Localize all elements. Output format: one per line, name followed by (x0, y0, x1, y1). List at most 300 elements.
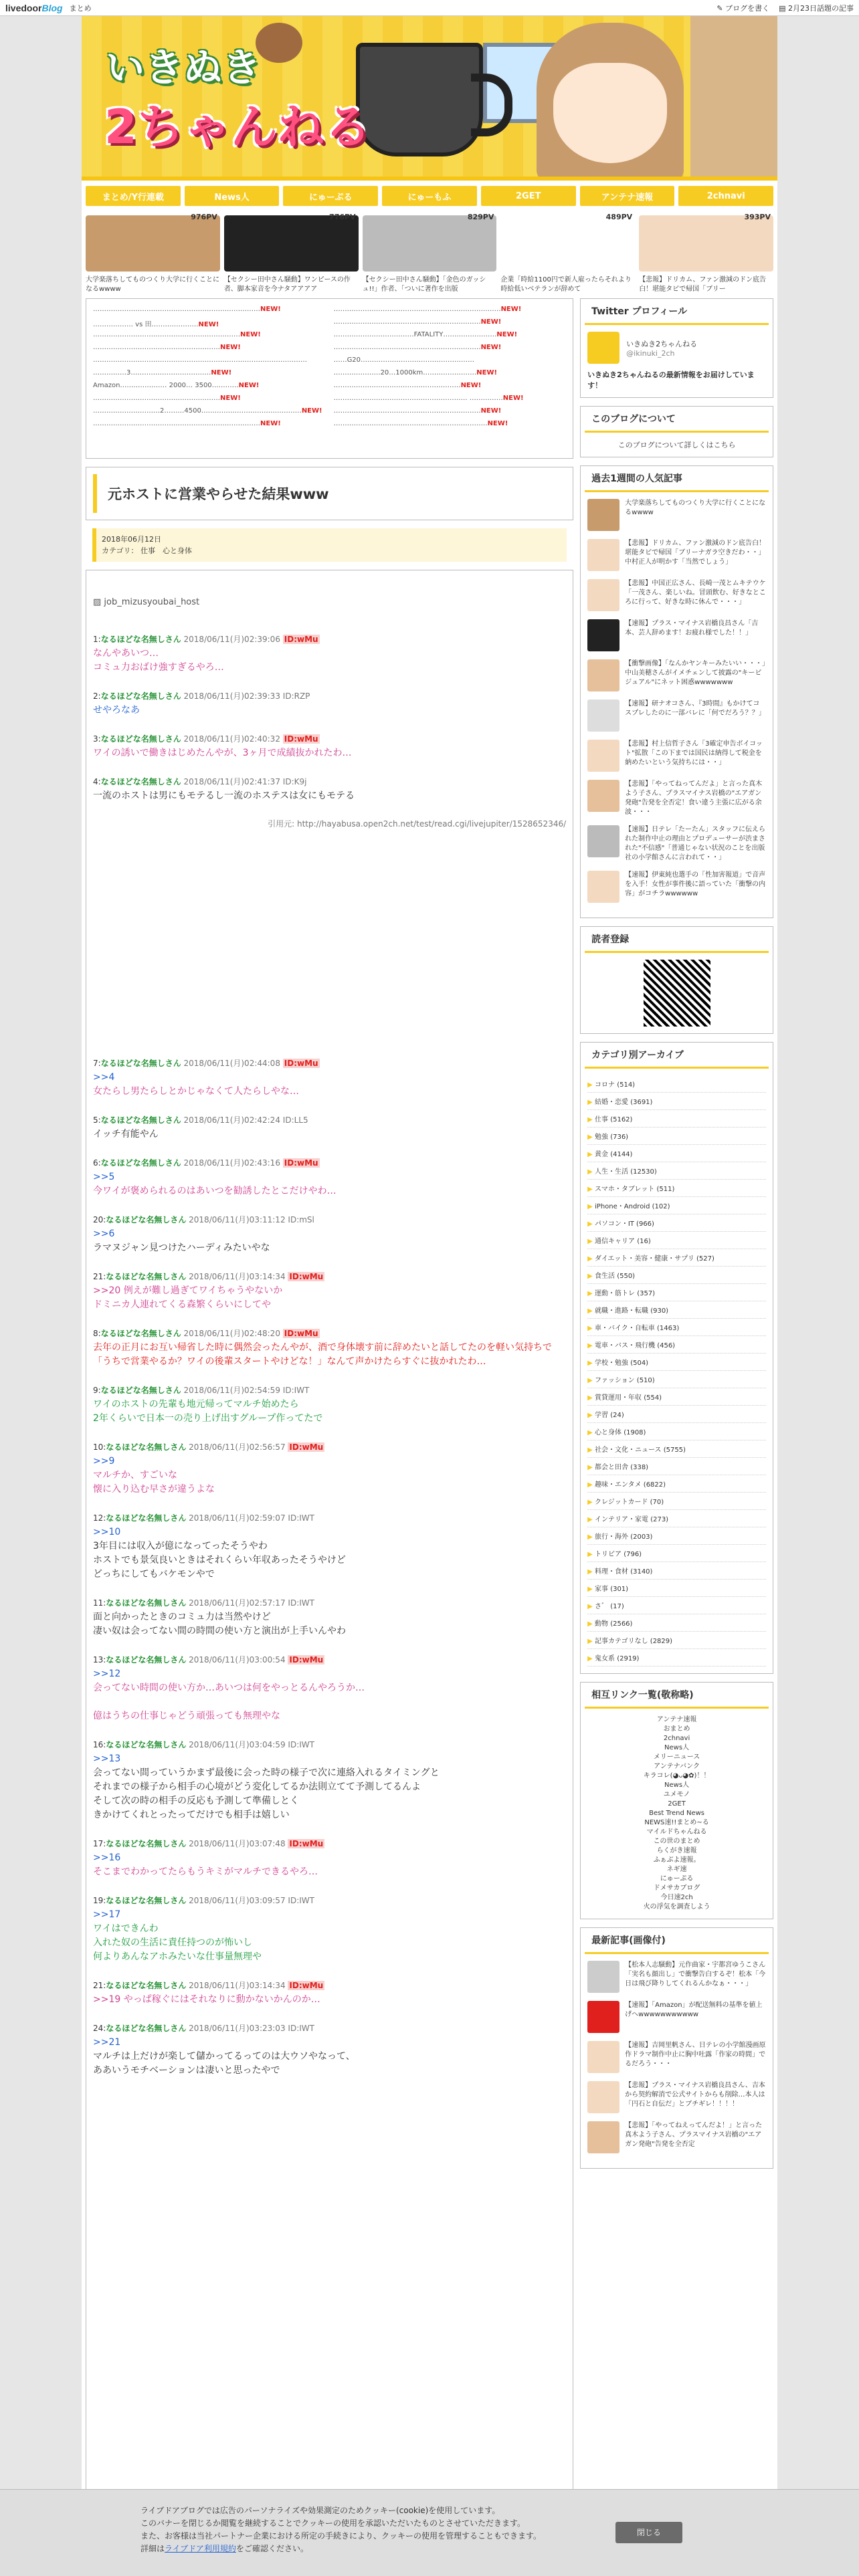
mutual-link[interactable]: News人 (664, 1744, 690, 1751)
post-line: 懐に入り込む早さが違うよな (93, 1484, 215, 1495)
rss-item-title[interactable]: ………………………………………………… (333, 382, 461, 389)
popular-item[interactable] (587, 825, 766, 863)
livedoor-blog-logo[interactable]: livedoorBlog (5, 2, 63, 13)
post (93, 1156, 566, 1198)
post-header (93, 1113, 566, 1128)
post-date: 2018/06/11(月)02:59:07 (189, 1513, 286, 1523)
latest-item[interactable] (587, 1961, 766, 1993)
popular-title[interactable]: 【悲報】ドリカム、ファン激減のドン底告白！堪能タビで帰国「ブリーナガラ空きだわ・・」中村正人が明かす「当然でしょう」 (625, 540, 766, 566)
reader-register-box: 読者登録 (580, 926, 773, 1034)
category-link[interactable]: ▶ 賞貸運用・年収 (554) (587, 1388, 766, 1406)
post-line: ワイの誘いで働きはじめたんやが、3ヶ月で成績抜かれたわ… (93, 748, 352, 758)
new-badge: NEW! (198, 321, 219, 328)
post-line: 「うちで営業やるか？ワイの後輩スタートやけどな！」なんて声かけたらすぐに抜かれたわ… (93, 1356, 486, 1367)
rss-item[interactable] (93, 395, 326, 405)
anchor-link[interactable]: >>13 (93, 1753, 121, 1764)
mutual-link[interactable]: ユメモノ (663, 1791, 690, 1798)
post-number: 17: (93, 1839, 106, 1848)
mutual-link[interactable]: らくがき速報 (656, 1847, 697, 1854)
category-link[interactable]: ▶ 仕事 (5162) (587, 1110, 766, 1128)
post (93, 633, 566, 675)
post-id: ID:wMu (289, 1442, 324, 1452)
coffee-cup-illustration (356, 43, 483, 156)
popular-thumbnail (587, 740, 619, 772)
post-header (93, 1837, 566, 1851)
post-date: 2018/06/11(月)02:44:08 (183, 1059, 280, 1068)
post-number: 6: (93, 1158, 101, 1168)
post-date: 2018/06/11(月)03:23:03 (189, 2024, 286, 2033)
category-link[interactable]: ▶ 勉強 (736) (587, 1128, 766, 1145)
pickup-thumbnail (224, 215, 359, 272)
popular-title[interactable]: 【速報】研ナオコさん、『3時間』もかけてコスプレしたのに一部バレに「何でだろう？？」 (625, 700, 765, 717)
teddy-bear-illustration (256, 23, 302, 63)
category-link[interactable]: ▶ 通信キャリア (16) (587, 1232, 766, 1249)
rss-item[interactable] (93, 407, 326, 417)
post-name: なるほどな名無しさん (106, 1981, 187, 1990)
post-name: なるほどな名無しさん (106, 1598, 187, 1608)
topbar-sub-link[interactable]: まとめ (69, 3, 92, 13)
post-id: ID:IWT (288, 1513, 314, 1523)
popular-title[interactable]: 【悲報】中国正広さん、長崎一茂とムキテウケ「一茂さん、楽しいね。冒頭飲む、好きなところに行って、好きな時に休んで・・・」 (625, 580, 766, 606)
post-header (93, 1440, 566, 1455)
post-line: 女たらし男たらしとかじゃなくて人たらしやな… (93, 1086, 299, 1097)
post (93, 1270, 566, 1312)
post-line: 会ってない時間の使い方か…あいつは何をやっとるんやろうか… (93, 1683, 365, 1693)
category-link[interactable]: ▶ 電車・バス・飛行機 (456) (587, 1336, 766, 1354)
anchor-link[interactable]: >>12 (93, 1669, 121, 1679)
mutual-link[interactable]: アンテナ速報 (656, 1716, 697, 1723)
broken-image: ▨ job_mizusyoubai_host (93, 597, 200, 607)
category-link[interactable]: ▶ 記事カテゴリなし (2829) (587, 1632, 766, 1649)
rss-item-title[interactable]: ………………………………………………… (93, 395, 220, 402)
post-number: 3: (93, 734, 101, 744)
post-header (93, 775, 566, 789)
mutual-link[interactable]: キラコレ(◕ᴗ◕✿)！！ (643, 1772, 710, 1780)
latest-title[interactable]: 【悲報】「やってねえってんだよ！」と言った真木よう子さん、プラスマイナス岩橋の"エアガン発砲"告発を全否定 (625, 2122, 763, 2148)
category-link[interactable]: ▶ パソコン・IT (966) (587, 1214, 766, 1232)
rss-item[interactable] (334, 356, 567, 366)
post-header (93, 1653, 566, 1667)
post-line: 3年目には収入が億になってったそうやわ (93, 1541, 268, 1551)
rss-item[interactable] (334, 344, 567, 354)
mutual-link[interactable]: NEWS速!!まとめ~る (644, 1819, 709, 1826)
latest-item[interactable] (587, 2121, 766, 2153)
article-title[interactable]: 元ホストに営業やらせた結果www (93, 474, 566, 513)
anchor-link[interactable]: >>21 (93, 2037, 121, 2048)
category-link[interactable]: ▶ 都会と田舎 (338) (587, 1458, 766, 1475)
popular-item[interactable] (587, 659, 766, 691)
post (93, 689, 566, 718)
article-meta: 2018年06月12日 カテゴリ： 仕事 心と身体 (92, 528, 567, 562)
post-header (93, 1327, 566, 1341)
twitter-desc: いきぬき2ちゃんねるの最新情報をお届けしています！ (587, 370, 755, 390)
article-categories[interactable]: 仕事 心と身体 (140, 546, 193, 555)
category-link[interactable]: ▶ 学校・勉強 (504) (587, 1354, 766, 1371)
write-blog-link[interactable]: ✎ ブログを書く (717, 3, 770, 13)
page-wrapper (82, 16, 777, 2576)
post-line: どっちにしてもバケモンやで (93, 1569, 215, 1580)
category-link[interactable]: ▶ 運動・筋トレ (357) (587, 1284, 766, 1301)
post-header (93, 1057, 566, 1071)
rss-item-title[interactable]: …………………20…1000km…………………… (333, 369, 477, 377)
mutual-link[interactable]: 今日速2ch (660, 1894, 693, 1901)
post-name: なるほどな名無しさん (106, 1215, 187, 1224)
rss-item-title[interactable]: ………………………………………………………… (333, 407, 481, 415)
popular-item[interactable] (587, 740, 766, 772)
post-name: なるほどな名無しさん (100, 1115, 181, 1125)
anchor-link[interactable]: >>5 (93, 1172, 115, 1182)
post-line: コミュ力おばけ強すぎるやろ… (93, 662, 224, 673)
rss-item-title[interactable]: ………………………………………………………………… (93, 420, 260, 427)
post-header (93, 1894, 566, 1908)
category-link[interactable]: ▶ 結婚・恋愛 (3691) (587, 1093, 766, 1110)
post-line: マルチか、すごいな (93, 1470, 177, 1481)
anchor-link[interactable]: >>9 (93, 1456, 115, 1467)
nav-2get[interactable]: 2GET (481, 186, 576, 206)
category-link[interactable]: ▶ トリビア (796) (587, 1545, 766, 1562)
pickup-thumbnail (363, 215, 497, 272)
post-line: ワイのホストの先輩も地元帰ってマルチ始めたら (93, 1399, 299, 1410)
latest-item[interactable] (587, 2041, 766, 2073)
popular-title[interactable]: 【速報】日テレ「たーたん」スタッフに伝えられた制作中止の理由とプロデューサーが渋まされた"不信感"「普通じゃない状況のことを出版社の小学館さんに言われて・・」 (625, 826, 765, 861)
rss-item-title[interactable]: ………………………………………………………… (333, 318, 481, 326)
post-date: 2018/06/11(月)03:07:48 (189, 1839, 286, 1848)
post-date: 2018/06/11(月)02:56:57 (189, 1442, 286, 1452)
trending-news-link[interactable]: ▤ 2月23日話題の記事 (779, 3, 854, 13)
rss-item-title[interactable]: …………………………………………………………… (333, 420, 488, 427)
post-line: イッチ有能やん (93, 1129, 159, 1140)
category-link[interactable]: ▶ 就職・進路・転職 (930) (587, 1301, 766, 1319)
article-date: 2018年06月12日 (102, 535, 161, 544)
category-link[interactable]: ▶ インテリア・家電 (273) (587, 1510, 766, 1527)
post-name: なるほどな名無しさん (100, 777, 181, 786)
post-date: 2018/06/11(月)03:14:34 (189, 1981, 286, 1990)
about-link[interactable]: このブログについて詳しくはこちら (617, 441, 736, 449)
new-badge: NEW! (240, 331, 261, 338)
mutual-link[interactable]: にゅーぷる (660, 1875, 694, 1883)
latest-item[interactable] (587, 2001, 766, 2033)
nav-nyumofu[interactable]: にゅーもふ (382, 186, 477, 206)
source-quote[interactable]: 引用元: http://hayabusa.open2ch.net/test/read.cgi/livejupiter/1528652346/ (268, 819, 567, 829)
pickup-thumbnail (500, 215, 635, 272)
nav-antenna[interactable]: アンテナ速報 (580, 186, 675, 206)
post (93, 1979, 566, 2007)
popular-item[interactable] (587, 700, 766, 732)
post-line: 凄い奴は会ってない間の時間の使い方と演出が上手いんやわ (93, 1626, 346, 1636)
post-number: 5: (93, 1115, 101, 1125)
rss-item-title[interactable]: …………………………………………………… …………… (333, 395, 503, 402)
rss-item[interactable] (334, 318, 567, 328)
post-name: なるほどな名無しさん (100, 1329, 181, 1338)
post-id: ID:wMu (284, 734, 318, 744)
rss-item[interactable] (334, 369, 567, 379)
latest-thumbnail (587, 1961, 619, 1993)
category-link[interactable]: ▶ 食生活 (550) (587, 1267, 766, 1284)
post-date: 2018/06/11(月)02:40:32 (183, 734, 280, 744)
popular-title[interactable]: 【悲報】「やってねってんだよ」と言った真木よう子さん、プラスマイナス岩橋の"エアガン発砲"告発を全否定！食い違う主張に広がる余波・・・ (625, 780, 763, 816)
post-line: せやろなあ (93, 705, 140, 716)
mutual-link[interactable]: アンテナバンク (654, 1763, 700, 1770)
category-link[interactable]: ▶ ファッション (510) (587, 1371, 766, 1388)
new-badge: NEW! (502, 395, 524, 402)
pickup-item[interactable]: 489PV 企業「時給1100円で新人雇ったらそれより時給低いベテランが辞めて (500, 213, 635, 293)
rss-item-title[interactable]: ………………………………………………………………… (93, 306, 260, 313)
post-line: なんやあいつ… (93, 648, 159, 659)
post-name: なるほどな名無しさん (106, 1442, 187, 1452)
post-header (93, 689, 566, 704)
rss-item[interactable] (93, 344, 326, 354)
cookie-close-button[interactable]: 閉じる (615, 2522, 682, 2543)
mutual-link[interactable]: Best Trend News (649, 1810, 705, 1817)
rss-item-title[interactable]: ………………………………………………………… (93, 331, 240, 338)
rss-item[interactable] (334, 306, 567, 316)
post-number: 4: (93, 777, 101, 786)
rss-item[interactable] (93, 382, 326, 392)
post-number: 7: (93, 1059, 101, 1068)
post-date: 2018/06/11(月)02:43:16 (183, 1158, 280, 1168)
blog-title-top: いきぬき (106, 45, 262, 90)
mutual-link[interactable]: マイルドちゃんねる (646, 1828, 707, 1836)
mutual-link[interactable]: ネギ速 (666, 1866, 687, 1873)
category-link[interactable]: ▶ ダイエット・美容・健康・サプリ (527) (587, 1249, 766, 1267)
post-number: 13: (93, 1655, 106, 1665)
post-id: ID:wMu (289, 1272, 324, 1281)
new-badge: NEW! (500, 306, 522, 313)
post-date: 2018/06/11(月)02:48:20 (183, 1329, 280, 1338)
mutual-link[interactable]: おまとめ (663, 1725, 690, 1733)
mutual-link[interactable]: 2chnavi (663, 1735, 690, 1742)
pickup-item[interactable]: 829PV 【セクシー田中さん騒動】「金色のガッシュ!!」作者、「ついに著作を出版 (363, 213, 497, 293)
category-link[interactable]: ▶ 旅行・海外 (2003) (587, 1527, 766, 1545)
rss-item-title[interactable]: ………………………………………………… (93, 344, 220, 351)
anchor-link[interactable]: >>4 (93, 1072, 115, 1083)
rss-item[interactable] (93, 369, 326, 379)
post-id: ID:mSl (288, 1215, 314, 1224)
post-id: ID:LL5 (282, 1115, 308, 1125)
post-number: 12: (93, 1513, 106, 1523)
category-link[interactable]: ▶ 学習 (24) (587, 1406, 766, 1423)
terms-link[interactable]: ライブドア利用規約 (165, 2544, 236, 2553)
rss-item-title[interactable]: ……………3……………………………… (93, 369, 211, 377)
post-line: 億はうちの仕事じゃどう頑張っても無理やな (93, 1711, 280, 1721)
post (93, 1327, 566, 1369)
twitter-avatar[interactable] (587, 332, 619, 364)
post-line: 去年の正月にお互い帰省した時に偶然会ったんやが、酒で身体壊す前に辞めたいと話してたのを軽い気持ちで (93, 1342, 552, 1353)
rss-item-title[interactable]: …………………………………………………………………………………… (93, 356, 307, 364)
rss-item[interactable] (334, 382, 567, 392)
post-number: 19: (93, 1896, 106, 1905)
post-line: 何よりあんなアホみたいな仕事量無理や (93, 1951, 262, 1962)
category-link[interactable]: ▶ さ゛ (17) (587, 1597, 766, 1614)
pickup-item[interactable]: 976PV 大学楽落ちしてものつくり大学に行くことになるwwww (86, 213, 219, 293)
post (93, 1653, 566, 1723)
category-link[interactable]: ▶ 社会・文化・ニュース (5755) (587, 1440, 766, 1458)
popular-item[interactable] (587, 499, 766, 531)
popular-thumbnail (587, 579, 619, 611)
post (93, 2022, 566, 2078)
post-number: 11: (93, 1598, 106, 1608)
category-link[interactable]: ▶ 車・バイク・自転車 (1463) (587, 1319, 766, 1336)
post-line: きかけてくれとったってだけでも相手は嬉しい (93, 1810, 290, 1820)
rss-item[interactable] (93, 306, 326, 316)
mutual-link[interactable]: ドメサカブログ (653, 1885, 700, 1892)
mutual-link[interactable]: News人 (664, 1782, 690, 1789)
latest-thumbnail (587, 2121, 619, 2153)
post-id: ID:K9j (282, 777, 307, 786)
twitter-handle[interactable]: @ikinuki_2ch (626, 348, 675, 358)
anchor-link[interactable]: >>16 (93, 1852, 121, 1863)
rss-item[interactable] (334, 407, 567, 417)
post-date: 2018/06/11(月)02:54:59 (183, 1386, 280, 1395)
post (93, 1213, 566, 1255)
post (93, 1596, 566, 1638)
popular-item[interactable] (587, 579, 766, 611)
category-link[interactable]: ▶ コロナ (514) (587, 1075, 766, 1093)
rss-item[interactable] (93, 318, 326, 328)
rss-item-title[interactable]: …………………………2………4500……………………………………… (93, 407, 302, 415)
main-column (86, 298, 573, 2576)
post-header (93, 2022, 566, 2036)
post-date: 2018/06/11(月)02:39:06 (183, 635, 280, 644)
post (93, 1384, 566, 1426)
rss-item[interactable] (334, 331, 567, 341)
rss-item-title[interactable]: ……G20…………………………………………… (333, 356, 475, 364)
popular-title[interactable]: 【衝撃画像】「なんかヤンキーみたいい・・・」中山美穂さんがイメチェンして披露の"キービジュアル"にネット困惑wwwwwww (625, 660, 766, 686)
category-link[interactable]: ▶ 人生・生活 (12530) (587, 1162, 766, 1180)
category-link[interactable]: ▶ 心と身体 (1908) (587, 1423, 766, 1440)
popular-title[interactable]: 大学楽落ちしてものつくり大学に行くことになるwwww (625, 500, 766, 516)
post-header (93, 1596, 566, 1610)
category-link[interactable]: ▶ 家事 (301) (587, 1580, 766, 1597)
post-id: ID:wMu (284, 1329, 318, 1338)
post-name: なるほどな名無しさん (100, 1158, 181, 1168)
nav-nyupuru[interactable]: にゅーぷる (283, 186, 378, 206)
popular-item[interactable] (587, 871, 766, 903)
popular-title[interactable]: 【速報】プラス・マイナス岩橋良昌さん「吉本、芸人辞めます！お疲れ様でした！！」 (625, 620, 759, 637)
popular-thumbnail (587, 871, 619, 903)
popular-thumbnail (587, 539, 619, 571)
nav-newsjin[interactable]: News人 (185, 186, 280, 206)
twitter-profile-box: Twitter プロフィール いきぬき2ちゃんねる @ikinuki_2ch いきぬき2ちゃんねるの最新情報をお届けしています！ (580, 298, 773, 398)
rss-item[interactable] (93, 331, 326, 341)
post-header (93, 1270, 566, 1284)
post-line: そこまでわかってたらもうキミがマルチできるやろ… (93, 1866, 318, 1877)
category-link[interactable]: ▶ iPhone・Android (102) (587, 1197, 766, 1214)
post-number: 24: (93, 2024, 106, 2033)
post-date: 2018/06/11(月)03:00:54 (189, 1655, 286, 1665)
rss-item-title[interactable]: ……………… vs 田………………… (93, 321, 199, 328)
pickup-thumbnail (639, 215, 773, 272)
rss-item-title[interactable]: ………………………………………………………………… (333, 306, 501, 313)
post-line: そして次の時の相手の反応も予測して準備しとく (93, 1796, 299, 1806)
rss-item-title[interactable]: ………………………………………………………… (333, 344, 481, 351)
rss-item[interactable] (93, 356, 326, 366)
rss-item-title[interactable]: Amazon………………… 2000… 3500………… (93, 382, 239, 389)
post-header (93, 1511, 566, 1525)
post-number: 21: (93, 1272, 106, 1281)
latest-title[interactable]: 【悲報】プラス・マイナス岩橋良昌さん、吉本から契約解消で公式サイトからも削除…本人は「円石と自伝だ」とブチギレ！！！！ (625, 2082, 765, 2108)
latest-thumbnail (587, 2081, 619, 2113)
popular-item[interactable] (587, 539, 766, 571)
post-header (93, 633, 566, 647)
nav-matome[interactable]: まとめ/Y行連載 (86, 186, 181, 206)
post-id: ID:wMu (284, 635, 318, 644)
category-link[interactable]: ▶ 料理・食材 (3140) (587, 1562, 766, 1580)
post-date: 2018/06/11(月)02:39:33 (183, 691, 280, 701)
qr-code[interactable] (644, 960, 710, 1027)
category-link[interactable]: ▶ 黄金 (4144) (587, 1145, 766, 1162)
category-link[interactable]: ▶ クレジットカード (70) (587, 1493, 766, 1510)
post-line: ラマヌジャン見つけたハーディみたいやな (93, 1243, 270, 1253)
mutual-link[interactable]: 火の浮気を調査しよう (643, 1903, 710, 1911)
rss-item[interactable] (93, 420, 326, 430)
rss-item[interactable] (334, 395, 567, 405)
mutual-link[interactable]: メリーニュース (653, 1753, 700, 1761)
mutual-link[interactable]: この世のまとめ (653, 1838, 700, 1845)
post-header (93, 1213, 566, 1227)
pickup-item[interactable]: 393PV 【悲報】ドリカム、ファン激減のドン底告白！堪能タビで帰国「ブリー (639, 213, 773, 293)
new-badge: NEW! (260, 420, 281, 427)
popular-item[interactable] (587, 780, 766, 817)
post-line: それまでの様子から相手の心境がどう変化してるか法則立てて予測してるんよ (93, 1782, 421, 1792)
anchor-link[interactable]: >>6 (93, 1228, 115, 1239)
twitter-name[interactable]: いきぬき2ちゃんねる (626, 339, 698, 348)
anchor-link[interactable]: >>17 (93, 1909, 121, 1920)
popular-title[interactable]: 【悲報】村上信哲子さん「3確定申告ボイコット"拡散「この下までは国民は納得して税金を納めたいという気持ちには・・」 (625, 740, 763, 766)
popular-thumbnail (587, 780, 619, 812)
category-link[interactable]: ▶ 趣味・エンタメ (6822) (587, 1475, 766, 1493)
anchor-link[interactable]: >>10 (93, 1527, 121, 1537)
post-name: なるほどな名無しさん (106, 2024, 187, 2033)
post-header (93, 732, 566, 746)
blog-header-banner[interactable] (82, 16, 777, 181)
pickup-item[interactable]: 776PV 【セクシー田中さん騒動】ワンピースの作者、脚本家音を今ナタアアアア (224, 213, 359, 293)
popular-item[interactable] (587, 619, 766, 651)
category-link[interactable]: ▶ スマホ・タブレット (511) (587, 1180, 766, 1197)
popular-title[interactable]: 【速報】伊東純也選手の「性加害報道」で音声を入手！女性が事件後に語っていた「衝撃の内容」がコチラwwwwww (625, 871, 766, 897)
new-badge: NEW! (460, 382, 482, 389)
new-badge: NEW! (238, 382, 260, 389)
mutual-link[interactable]: 2GET (668, 1800, 686, 1808)
rss-item[interactable] (334, 420, 567, 430)
latest-title[interactable]: 【松本人志騒動】元作曲家・宇都宮ゆうこさん「実名も顔出し」で衝撃告白するぞ！松本「今日は飛び降りしてくれるんかなぁ・・・」 (625, 1961, 766, 1988)
category-link[interactable]: ▶ 動物 (2566) (587, 1614, 766, 1632)
nav-2chnavi[interactable]: 2chnavi (678, 186, 773, 206)
post (93, 732, 566, 760)
new-badge: NEW! (220, 344, 241, 351)
post-name: なるほどな名無しさん (100, 1059, 181, 1068)
new-badge: NEW! (211, 369, 232, 377)
post-date: 2018/06/11(月)02:42:24 (183, 1115, 280, 1125)
rss-item-title[interactable]: ………………………………FATALITY…………………… (333, 331, 497, 338)
latest-title[interactable]: 【速報】吉岡里帆さん、日テレの小学館漫画原作ドラマ制作中止に胸中吐露「作家の時間」でるだろう・・・ (625, 2042, 766, 2068)
post-date: 2018/06/11(月)03:14:34 (189, 1272, 286, 1281)
category-link[interactable]: ▶ 鬼女系 (2919) (587, 1649, 766, 1667)
post-number: 8: (93, 1329, 101, 1338)
latest-item[interactable] (587, 2081, 766, 2113)
latest-title[interactable]: 【速報】「Amazon」が配送無料の基準を値上げへwwwwwwwwwww (625, 2002, 763, 2018)
new-badge: NEW! (476, 369, 498, 377)
post-number: 16: (93, 1740, 106, 1749)
post-line: 会ってない間っていうかまず最後に会った時の様子で次に連絡入れるタイミングと (93, 1767, 440, 1778)
mutual-link[interactable]: ふぁぶよ速報。 (653, 1856, 700, 1864)
sidebar (580, 298, 773, 2576)
post-line: >>19 やっぱ稼ぐにはそれなりに動かないかんのか… (93, 1994, 320, 2005)
post-name: なるほどな名無しさん (100, 691, 181, 701)
cookie-banner: ライブドアブログでは広告のパーソナライズや効果測定のためクッキー(cookie)を使用しています。 このバナーを閉じるか閲覧を継続することでクッキーの使用を承認いただいたものとさせていただきます。 また、お客様は当社パートナー企業における所定の手続きにより、クッキーの使用を管理することもできます。 詳細はライブドア利用規約をご確認ください。 閉じる (0, 2489, 859, 2576)
latest-thumbnail (587, 2001, 619, 2033)
post-line: 面と向かったときのコミュ力は当然やけど (93, 1612, 271, 1622)
